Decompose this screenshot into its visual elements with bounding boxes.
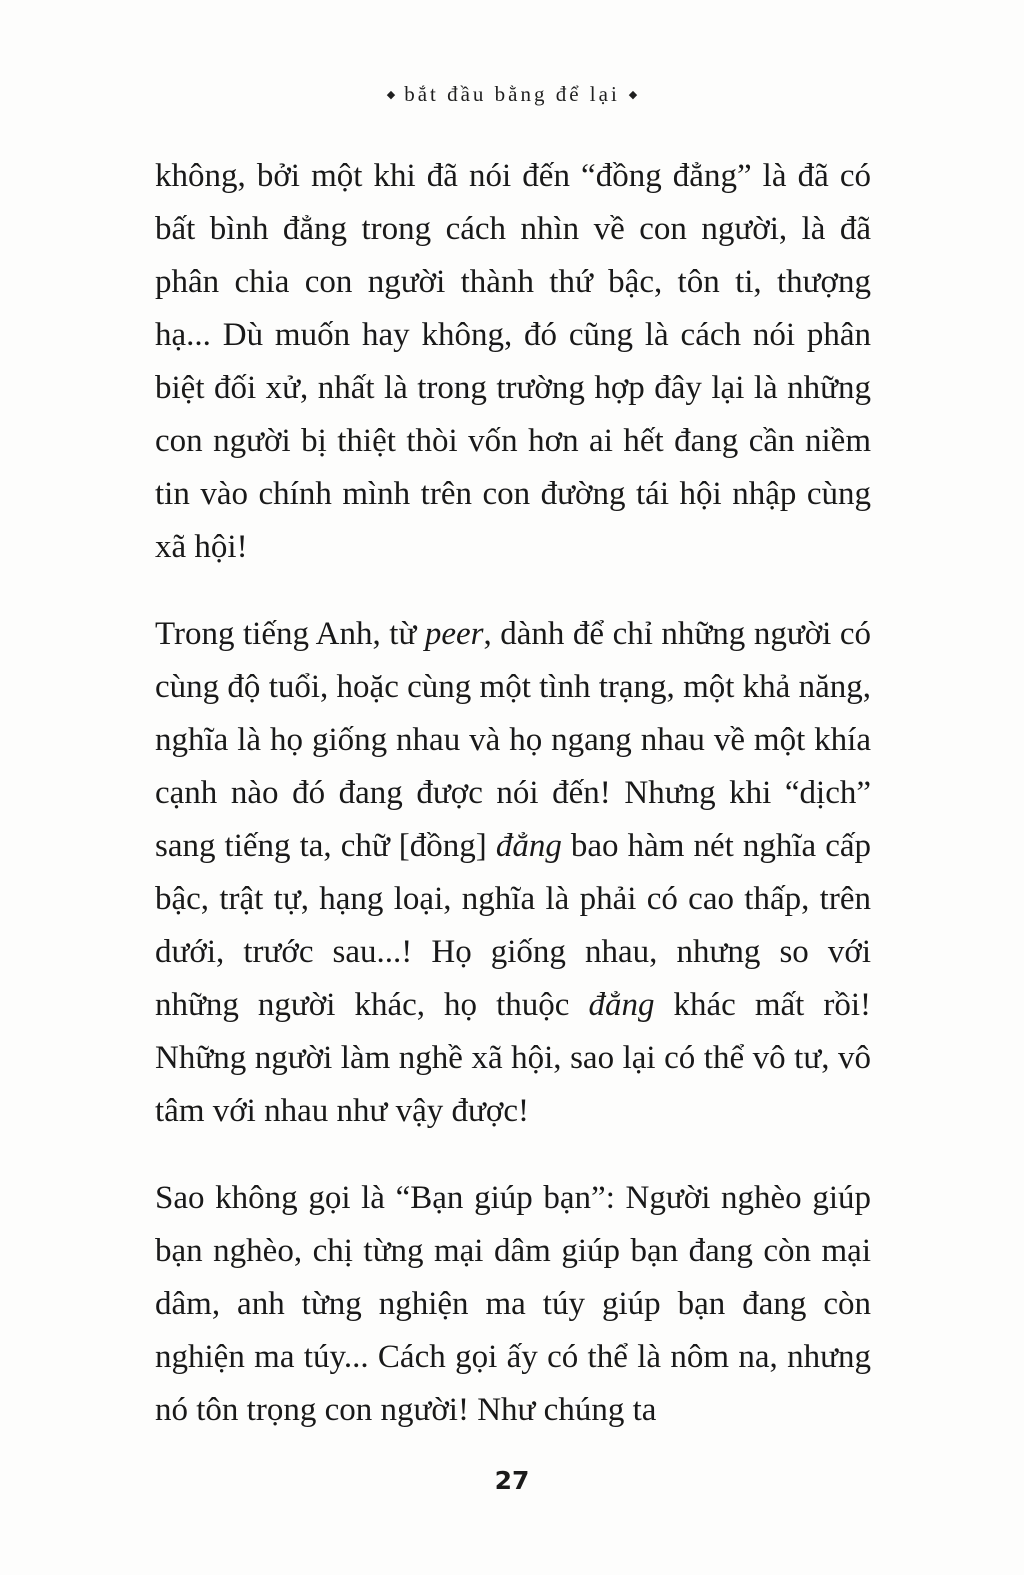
italic-text-run: đẳng	[495, 828, 562, 864]
page-footer	[0, 1466, 1024, 1495]
running-header	[0, 82, 1024, 107]
italic-text-run: đẳng	[588, 987, 655, 1023]
italic-text-run: peer	[424, 616, 484, 652]
text-run: bao hàm nét nghĩa cấp bậc, trật tự, hạng loại, nghĩa là phải có cao thấp, trên dưới, trước sau...! Họ giống nhau, nhưng so với những người khác, họ thuộc	[155, 828, 871, 1023]
diamond-ornament-right-icon: ◆	[628, 89, 638, 101]
running-header-title: bắt đầu bằng để lại	[404, 82, 620, 106]
paragraph	[155, 608, 871, 1138]
text-run: Sao không gọi là “Bạn giúp bạn”: Người nghèo giúp bạn nghèo, chị từng mại dâm giúp bạn đang còn mại dâm, anh từng nghiện ma túy giúp bạn đang còn nghiện ma túy... Cách gọi ấy có thể là nôm na, nhưng nó tôn trọng con người! Như chúng ta	[155, 1180, 871, 1428]
paragraph	[155, 1172, 871, 1437]
paragraph	[155, 150, 871, 574]
text-run: khác mất rồi! Những người làm nghề xã hội, sao lại có thể vô tư, vô tâm với nhau như vậy được!	[155, 987, 871, 1129]
page-body	[155, 150, 871, 1471]
page-number: 27	[494, 1466, 530, 1495]
diamond-ornament-left-icon: ◆	[386, 89, 396, 101]
text-run: , dành để chỉ những người có cùng độ tuổi, hoặc cùng một tình trạng, một khả năng, nghĩa là họ giống nhau và họ ngang nhau về một khía cạnh nào đó đang được nói đến! Nhưng khi “dịch” sang tiếng ta, chữ [đồng]	[155, 616, 871, 864]
text-run: không, bởi một khi đã nói đến “đồng đẳng” là đã có bất bình đẳng trong cách nhìn về con người, là đã phân chia con người thành thứ bậc, tôn ti, thượng hạ... Dù muốn hay không, đó cũng là cách nói phân biệt đối xử, nhất là trong trường hợp đây lại là những con người bị thiệt thòi vốn hơn ai hết đang cần niềm tin vào chính mình trên con đường tái hội nhập cùng xã hội!	[155, 158, 871, 565]
text-run: Trong tiếng Anh, từ	[155, 616, 425, 652]
